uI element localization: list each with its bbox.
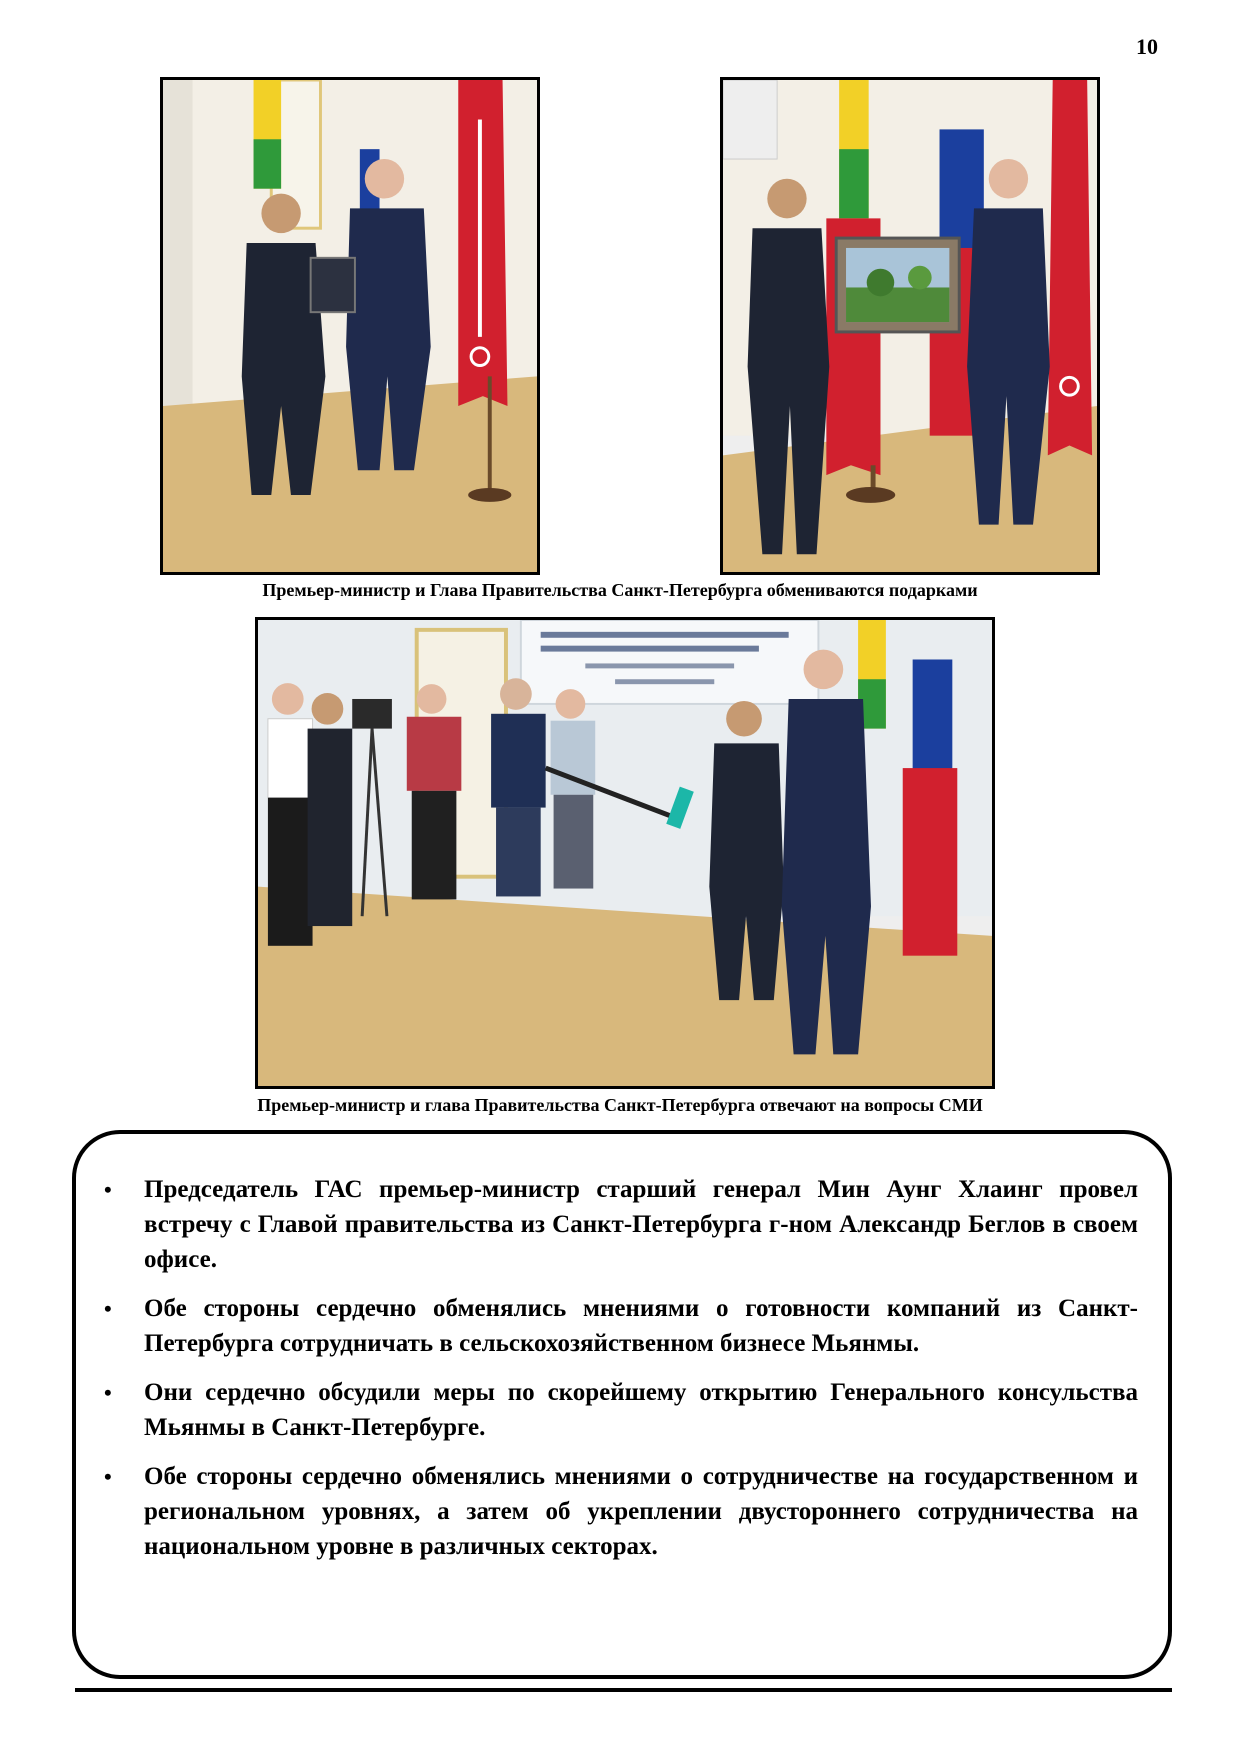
summary-list: [76, 1134, 1168, 1564]
bullet-marker: •: [104, 1177, 112, 1202]
photo-painting-exchange: [720, 77, 1100, 575]
bullet-marker: •: [104, 1296, 112, 1321]
bullet-marker: •: [104, 1380, 112, 1405]
summary-item-2: • Обе стороны сердечно обменялись мнениями о готовности компаний из Санкт-Петербурга сотрудничать в сельскохозяйственном бизнесе Мьянмы.: [144, 1291, 1138, 1361]
summary-item-3: • Они сердечно обсудили меры по скорейшему открытию Генерального консульства Мьянмы в Санкт-Петербурге.: [144, 1375, 1138, 1445]
summary-box: [72, 1130, 1172, 1679]
caption-gift-exchange: Премьер-министр и Глава Правительства Санкт-Петербурга обмениваются подарками: [262, 580, 978, 600]
page-number: 10: [1136, 34, 1158, 59]
photo-gift-exchange: [160, 77, 540, 575]
bullet-marker: •: [104, 1464, 112, 1489]
photo-press-conference: [255, 617, 995, 1089]
caption-press-conference: Премьер-министр и глава Правительства Санкт-Петербурга отвечают на вопросы СМИ: [257, 1095, 983, 1115]
summary-item-1: • Председатель ГАС премьер-министр старший генерал Мин Аунг Хлаинг провел встречу с Главой правительства из Санкт-Петербурга г-ном Александр Беглов в своем офисе.: [144, 1172, 1138, 1277]
bottom-rule: [75, 1688, 1172, 1692]
summary-item-4: • Обе стороны сердечно обменялись мнениями о сотрудничестве на государственном и региональном уровнях, а затем об укреплении двустороннего сотрудничества на национальном уровне в различных секторах.: [144, 1459, 1138, 1564]
